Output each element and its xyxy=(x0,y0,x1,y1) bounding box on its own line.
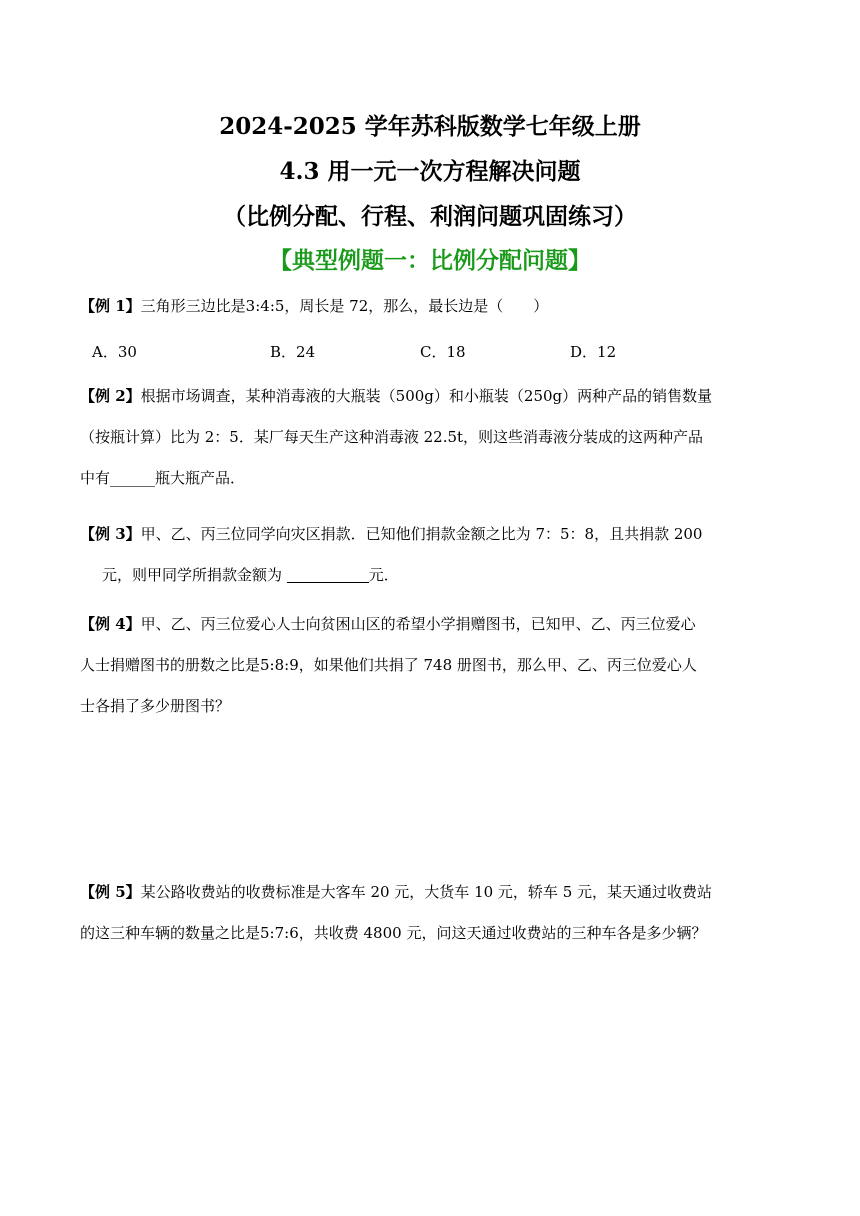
example-3-text-2b: 元． xyxy=(368,566,399,584)
example-2-text-1: 根据市场调查，某种消毒液的大瓶装（500g）和小瓶装（250g）两种产品的销售数量 xyxy=(140,387,713,405)
example-5-line-1 xyxy=(80,872,792,913)
title-line-1: 2024-2025 学年苏科版数学七年级上册 xyxy=(219,113,641,140)
example-2-text-3b: 瓶大瓶产品． xyxy=(155,469,246,487)
answer-blank: ______ xyxy=(110,469,156,487)
example-3-line-2 xyxy=(80,555,792,596)
option-d: D．12 xyxy=(570,343,617,361)
example-2-text-3a: 中有 xyxy=(80,469,111,487)
example-4-tag: 【例 4】 xyxy=(80,615,141,633)
example-1 xyxy=(80,286,792,327)
example-3-line-1 xyxy=(80,514,792,555)
example-1-text: 三角形三边比是3:4:5，周长是 72，那么，最长边是（ ） xyxy=(140,297,549,315)
example-5 xyxy=(80,872,792,954)
example-4-line-2: 人士捐赠图书的册数之比是5:8:9，如果他们共捐了 748 册图书，那么甲、乙、丙三位爱心人 xyxy=(80,656,697,674)
answer-blank xyxy=(287,566,369,583)
example-5-text-1: 某公路收费站的收费标准是大客车 20 元，大货车 10 元，轿车 5 元，某天通过收费站 xyxy=(140,883,713,901)
title-line-3: （比例分配、行程、利润问题巩固练习） xyxy=(223,203,637,230)
example-2-line-2: （按瓶计算）比为 2：5．某厂每天生产这种消毒液 22.5t，则这些消毒液分装成的这两种产品 xyxy=(80,428,704,446)
example-5-tag: 【例 5】 xyxy=(80,883,141,901)
example-4-line-1 xyxy=(80,604,792,645)
example-3-text-1: 甲、乙、丙三位同学向灾区捐款．已知他们捐款金额之比为 7：5：8，且共捐款 200 xyxy=(140,525,703,543)
example-4-line-3: 士各捐了多少册图书？ xyxy=(80,697,231,715)
example-3-tag: 【例 3】 xyxy=(80,525,141,543)
option-c: C．18 xyxy=(420,343,466,361)
example-4-text-1: 甲、乙、丙三位爱心人士向贫困山区的希望小学捐赠图书，已知甲、乙、丙三位爱心 xyxy=(140,615,696,633)
example-1-tag: 【例 1】 xyxy=(80,297,141,315)
example-3-text-2a: 元，则甲同学所捐款金额为 xyxy=(102,566,287,584)
example-1-line xyxy=(80,286,792,327)
example-2 xyxy=(80,376,792,499)
example-5-line-2: 的这三种车辆的数量之比是5:7:6，共收费 4800 元，问这天通过收费站的三种车各是多少辆？ xyxy=(80,924,707,942)
example-2-tag: 【例 2】 xyxy=(80,387,141,405)
example-3 xyxy=(80,514,792,596)
example-1-options xyxy=(92,337,792,367)
option-a: A．30 xyxy=(92,343,137,361)
section-heading: 【典型例题一：比例分配问题】 xyxy=(269,247,591,274)
example-2-line-1 xyxy=(80,376,792,417)
option-b: B．24 xyxy=(270,343,316,361)
example-2-line-3 xyxy=(80,458,792,499)
title-line-2: 4.3 用一元一次方程解决问题 xyxy=(279,158,581,185)
example-4 xyxy=(80,604,792,727)
